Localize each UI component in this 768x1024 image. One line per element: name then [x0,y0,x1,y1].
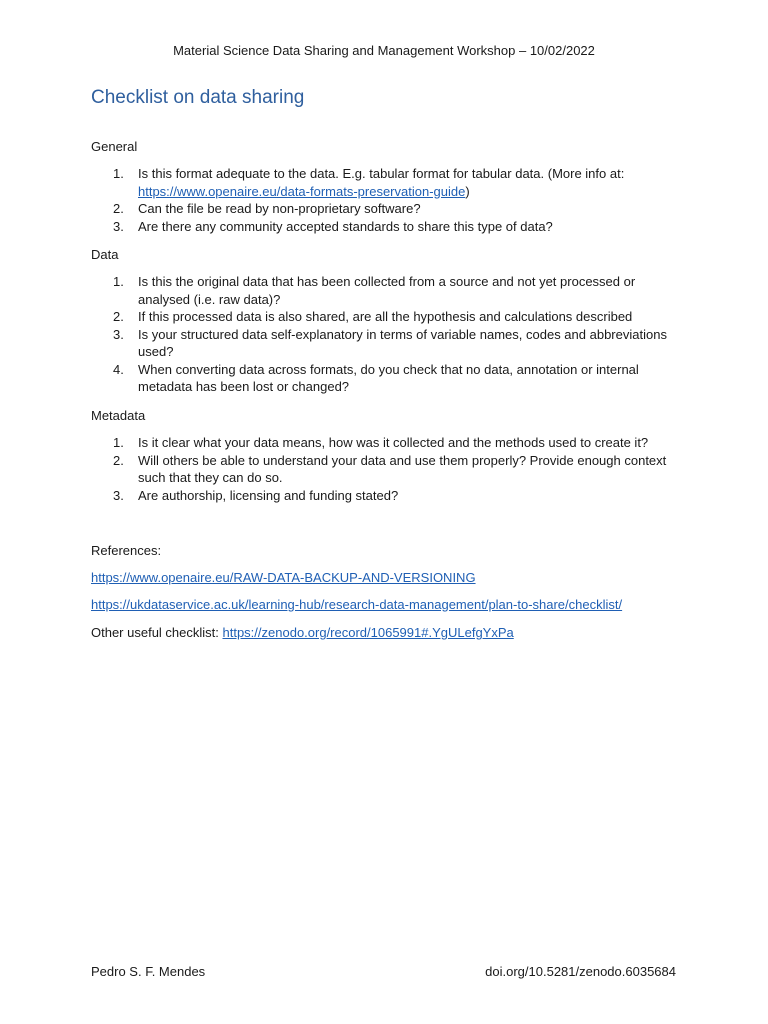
item-text: If this processed data is also shared, are all the hypothesis and calculations described [138,309,633,324]
reference-2 [91,596,691,614]
general-list [91,165,681,235]
item-number: 1. [113,166,124,181]
section-label-general: General [91,139,138,154]
item-text: Are authorship, licensing and funding stated? [138,487,399,503]
item-number: 3. [113,326,124,342]
ukdataservice-checklist-link[interactable]: https://ukdataservice.ac.uk/learning-hub/research-data-management/plan-to-share/checklist/ [91,597,623,612]
item-text: Can the file be read by non-proprietary software? [138,201,421,216]
item-number: 2. [113,309,124,324]
list-item [91,200,681,218]
zenodo-checklist-link[interactable]: https://zenodo.org/record/1065991#.YgULefgYxPa [222,625,514,640]
item-text: Is this format adequate to the data. E.g. tabular format for tabular data. (More info at: [138,166,625,181]
item-text: Is your structured data self-explanatory in terms of variable names, codes and abbreviations used? [138,326,667,359]
references-label: References: [91,543,162,558]
item-number: 1. [113,274,124,289]
section-label-metadata: Metadata [91,408,146,423]
list-item [91,452,681,487]
metadata-list [91,434,681,504]
item-number: 2. [113,201,124,216]
list-item [91,361,681,396]
openaire-backup-link[interactable]: https://www.openaire.eu/RAW-DATA-BACKUP-AND-VERSIONING [91,570,476,585]
list-item [91,487,681,505]
item-number: 2. [113,452,124,468]
item-number: 1. [113,435,124,450]
item-number: 3. [113,218,124,234]
list-item [91,326,681,361]
list-item [91,218,681,236]
item-number: 3. [113,487,124,503]
item-text: When converting data across formats, do you check that no data, annotation or internal metadata has been lost or changed? [138,361,639,394]
reference-3 [91,624,691,642]
reference-1 [91,569,691,587]
list-item [91,308,681,326]
data-list [91,273,681,396]
item-text: Will others be able to understand your data and use them properly? Provide enough context such that they can do so. [138,452,667,485]
list-item [91,165,681,200]
item-text: Is this the original data that has been collected from a source and not yet processed or analysed (i.e. raw data)? [138,274,636,307]
other-checklist-label: Other useful checklist: [91,625,223,640]
item-number: 4. [113,361,124,377]
footer-author: Pedro S. F. Mendes [91,964,206,979]
item-text-suffix: ) [465,183,470,199]
item-text: Are there any community accepted standards to share this type of data? [138,218,553,234]
list-item [91,434,681,452]
page-title: Checklist on data sharing [91,87,305,108]
section-label-data: Data [91,247,119,262]
page-header: Material Science Data Sharing and Management Workshop – 10/02/2022 [173,43,595,58]
list-item [91,273,681,308]
item-text: Is it clear what your data means, how was it collected and the methods used to create it? [138,435,649,450]
footer-doi: doi.org/10.5281/zenodo.6035684 [485,964,676,979]
openaire-formats-link[interactable]: https://www.openaire.eu/data-formats-preservation-guide [138,183,466,199]
